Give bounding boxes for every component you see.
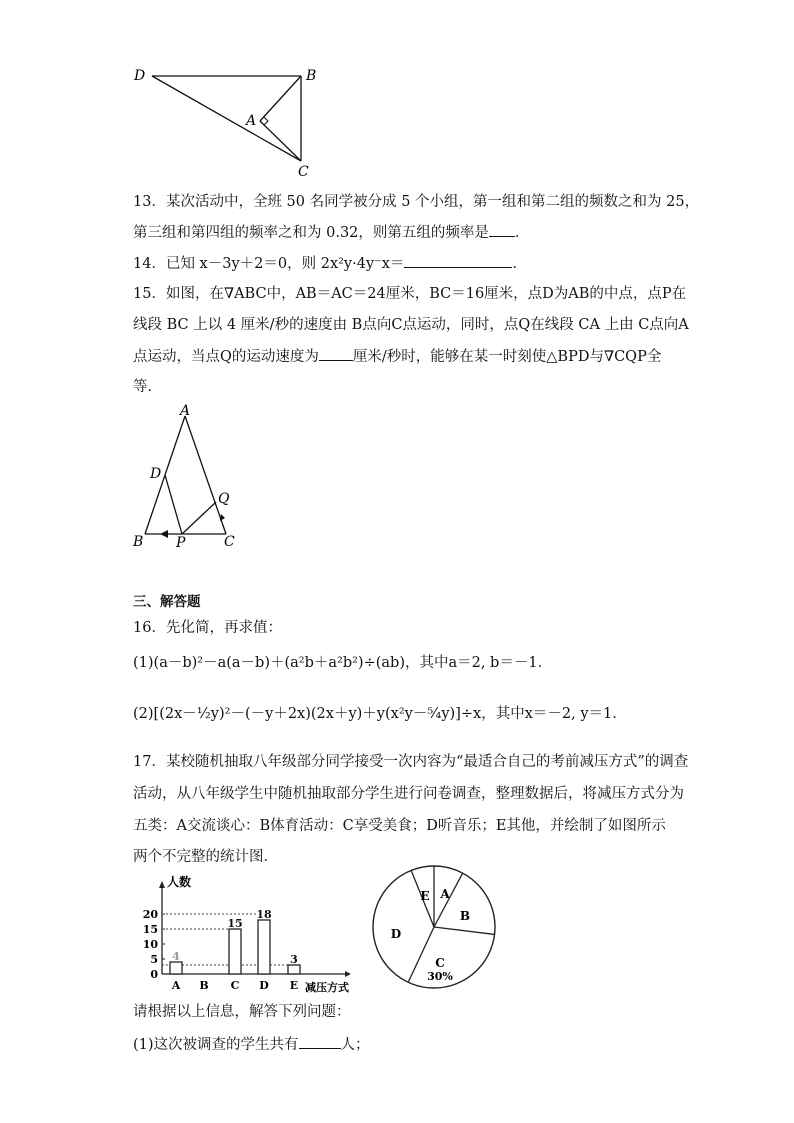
x-tick-a: A	[171, 979, 181, 992]
y-axis-label: 人数	[167, 875, 192, 889]
q15-answer-blank[interactable]	[319, 346, 353, 361]
x-tick-d: D	[259, 979, 269, 992]
x-axis-label: 减压方式	[305, 981, 349, 994]
bar-c	[229, 929, 241, 974]
q15-line2: 线段 BC 上以 4 厘米/秒的速度由 B点向C点运动，同时，点Q在线段 CA 上由 C点向A	[133, 317, 689, 333]
q13-line2-end: ．	[514, 225, 530, 241]
label-q: Q	[218, 491, 230, 507]
bar-chart	[140, 872, 370, 996]
q17-sub1-text: (1)这次被调查的学生共有	[133, 1037, 299, 1053]
q13-line2-text: 第三组和第四组的频率之和为 0.32，则第五组的频率是	[133, 225, 489, 241]
q16-part1: (1)(a－b)²－a(a－b)＋(a²b＋a²b²)÷(ab)，其中a＝2, b＝－1．	[133, 655, 553, 671]
x-axis-arrow	[345, 971, 351, 977]
q14-end: ．	[512, 256, 527, 272]
x-tick-c: C	[230, 979, 240, 992]
label-c2: C	[224, 534, 235, 550]
q17-sub1	[133, 1034, 370, 1055]
slice-label-e: E	[420, 889, 430, 903]
section-title: 三、解答题	[133, 594, 201, 610]
pie-chart	[368, 860, 502, 994]
q13-line1: 13．某次活动中，全班 50 名同学被分成 5 个小组，第一组和第二组的频数之和为 25，	[133, 194, 700, 210]
slice-label-d: D	[390, 927, 402, 941]
label-a: A	[246, 113, 257, 129]
bar-e	[288, 965, 300, 974]
q13-line2	[133, 222, 529, 243]
q14-text: 14．已知 x－3y＋2＝0，则 2x²y·4y⁻x＝	[133, 256, 405, 272]
figure-triangle-dbac	[130, 60, 330, 180]
slice-label-c: C	[435, 956, 445, 970]
slice-label-a: A	[440, 887, 450, 901]
x-tick-b: B	[199, 979, 209, 992]
q17-sub1-end: 人；	[340, 1037, 370, 1053]
q15-line3-end: 厘米/秒时，能够在某一时刻使△BPD与∇CQP全	[352, 349, 662, 365]
x-tick-e: E	[289, 979, 299, 992]
q15-line3-text: 点运动，当点Q的运动速度为	[133, 349, 319, 365]
figure-triangle-abc	[128, 400, 248, 552]
data-label-c: 15	[227, 917, 243, 930]
label-b: B	[306, 68, 317, 84]
q17-after: 请根据以上信息，解答下列问题：	[133, 1004, 351, 1020]
q14-line	[133, 253, 527, 274]
q15-line3	[133, 346, 661, 367]
label-d2: D	[150, 466, 162, 482]
y-tick-label: 0	[150, 968, 158, 981]
y-axis-arrow	[159, 881, 165, 888]
q17-line3: 五类：A交流谈心：B体育活动：C享受美食；D听音乐；E其他，并绘制了如图所示	[133, 818, 666, 834]
q17-answer-blank[interactable]	[299, 1034, 341, 1049]
bar-d	[258, 920, 270, 974]
q15-line4: 等．	[133, 379, 162, 395]
y-tick-label: 10	[142, 938, 158, 951]
data-label-d: 18	[256, 908, 272, 921]
q14-answer-blank[interactable]	[404, 253, 512, 268]
slice-c-percent: 30%	[427, 970, 453, 983]
q13-answer-blank[interactable]	[489, 222, 515, 237]
y-tick-label: 15	[142, 923, 158, 936]
label-b2: B	[133, 534, 144, 550]
bar-a	[170, 962, 182, 974]
q17-line2: 活动，从八年级学生中随机抽取部分学生进行问卷调查，整理数据后，将减压方式分为	[133, 786, 684, 802]
slice-label-b: B	[459, 909, 471, 923]
label-c: C	[298, 164, 309, 180]
label-p: P	[176, 535, 186, 551]
q17-line4: 两个不完整的统计图．	[133, 849, 278, 865]
data-label-e: 3	[290, 953, 298, 966]
label-a2: A	[180, 403, 191, 419]
q15-line1: 15．如图，在∇ABC中，AB＝AC＝24厘米，BC＝16厘米，点D为AB的中点，点P在	[133, 286, 687, 302]
y-tick-label: 20	[142, 908, 158, 921]
label-d: D	[134, 68, 146, 84]
q16-part2: (2)[(2x－½y)²－(－y＋2x)(2x＋y)＋y(x²y－⁵⁄₄y)]÷x，其中x＝－2, y＝1．	[133, 706, 627, 722]
data-label-a: 4	[172, 950, 180, 963]
q16-title: 16．先化简，再求值：	[133, 620, 282, 636]
y-tick-label: 5	[150, 953, 158, 966]
q17-line1: 17．某校随机抽取八年级部分同学接受一次内容为“最适合自己的考前减压方式”的调查	[133, 754, 689, 770]
